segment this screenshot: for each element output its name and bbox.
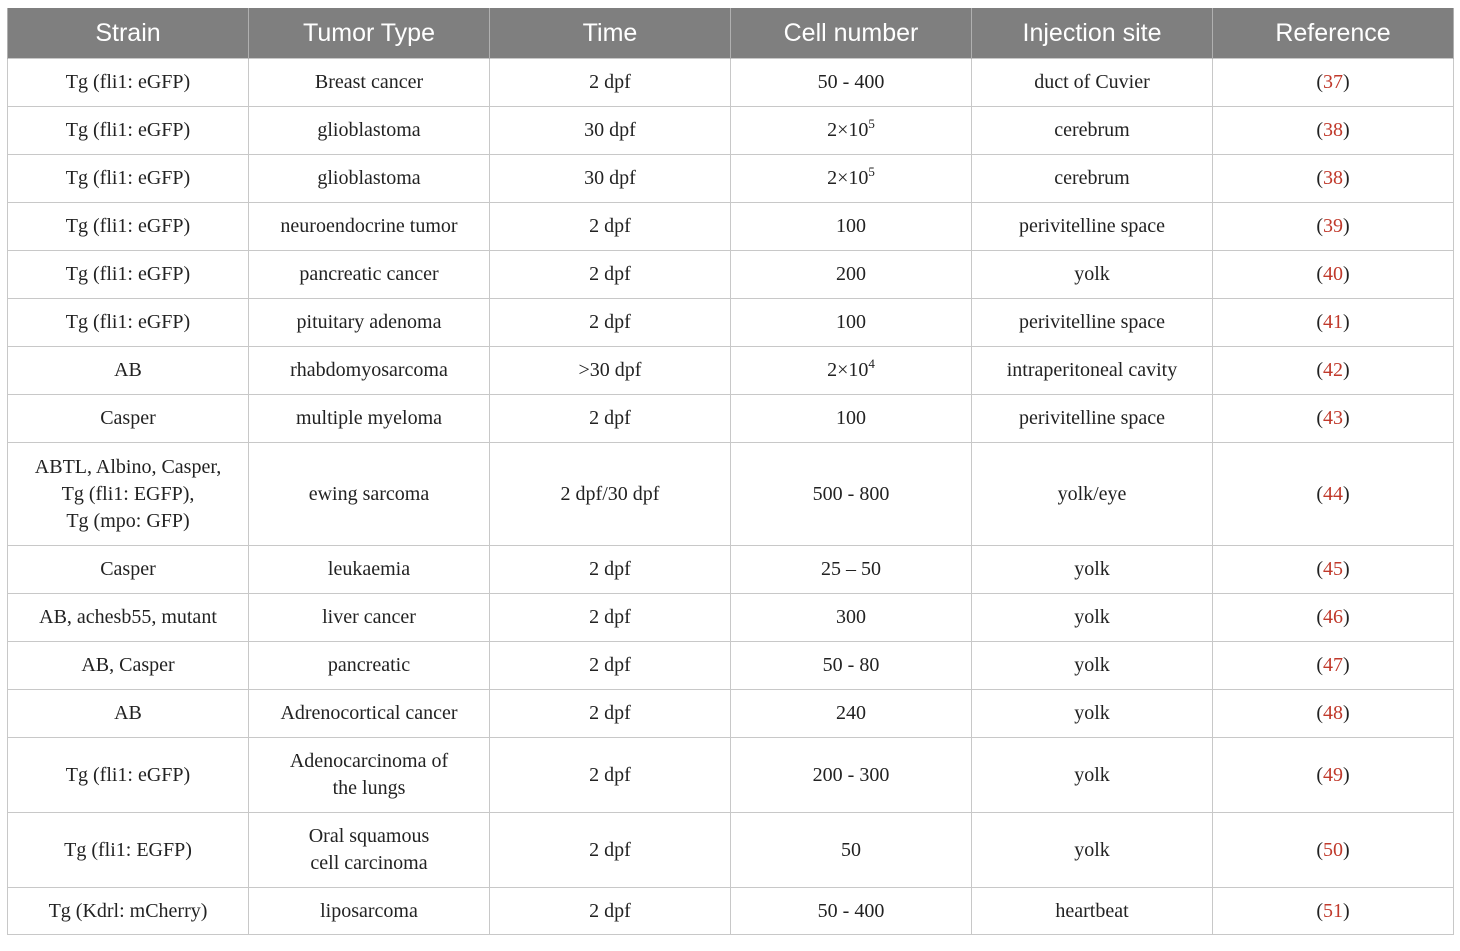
reference-open-paren: ( bbox=[1316, 407, 1323, 429]
cell-number-value: 500 - 800 bbox=[812, 482, 890, 505]
header-time: Time bbox=[490, 8, 731, 59]
header-row bbox=[8, 8, 1454, 59]
table-row bbox=[8, 395, 1454, 443]
table-row bbox=[8, 690, 1454, 738]
cell-cell-number bbox=[731, 443, 972, 546]
cell-strain: Tg (fli1: eGFP) bbox=[8, 251, 249, 299]
reference-link[interactable]: 40 bbox=[1323, 263, 1343, 285]
cell-reference bbox=[1213, 203, 1454, 251]
cell-injection-site: cerebrum bbox=[972, 155, 1213, 203]
cell-reference bbox=[1213, 738, 1454, 813]
cell-strain: Tg (fli1: eGFP) bbox=[8, 203, 249, 251]
header-strain: Strain bbox=[8, 8, 249, 59]
reference-close-paren: ) bbox=[1343, 838, 1350, 861]
cell-tumor-type: Adrenocortical cancer bbox=[249, 690, 490, 738]
reference-close-paren: ) bbox=[1343, 654, 1350, 676]
cell-tumor-type: pituitary adenoma bbox=[249, 299, 490, 347]
cell-cell-number bbox=[731, 203, 972, 251]
cell-cell-number bbox=[731, 155, 972, 203]
cell-time: 2 dpf bbox=[490, 395, 731, 443]
cell-reference bbox=[1213, 299, 1454, 347]
reference-open-paren: ( bbox=[1316, 482, 1323, 505]
cell-injection-site: yolk bbox=[972, 813, 1213, 888]
reference-open-paren: ( bbox=[1316, 838, 1323, 861]
data-table-container bbox=[7, 8, 1453, 935]
cell-reference bbox=[1213, 107, 1454, 155]
cell-reference bbox=[1213, 642, 1454, 690]
cell-strain: Casper bbox=[8, 546, 249, 594]
reference-link[interactable]: 43 bbox=[1323, 407, 1343, 429]
table-row bbox=[8, 546, 1454, 594]
cell-strain: Casper bbox=[8, 395, 249, 443]
reference-open-paren: ( bbox=[1316, 359, 1323, 381]
reference-open-paren: ( bbox=[1316, 558, 1323, 580]
reference-open-paren: ( bbox=[1316, 167, 1323, 189]
cell-tumor-type: ewing sarcoma bbox=[249, 443, 490, 546]
table-row bbox=[8, 59, 1454, 107]
cell-cell-number bbox=[731, 107, 972, 155]
cell-number-value: 2×10 bbox=[827, 119, 869, 141]
cell-cell-number bbox=[731, 395, 972, 443]
cell-injection-site: intraperitoneal cavity bbox=[972, 347, 1213, 395]
cell-injection-site: perivitelline space bbox=[972, 299, 1213, 347]
reference-close-paren: ) bbox=[1343, 899, 1350, 922]
cell-strain: AB, achesb55, mutant bbox=[8, 594, 249, 642]
header-cell-number: Cell number bbox=[731, 8, 972, 59]
cell-time: 30 dpf bbox=[490, 155, 731, 203]
cell-time: 2 dpf bbox=[490, 299, 731, 347]
cell-strain: AB bbox=[8, 690, 249, 738]
reference-close-paren: ) bbox=[1343, 606, 1350, 628]
cell-time: 2 dpf bbox=[490, 594, 731, 642]
cell-time: 2 dpf bbox=[490, 813, 731, 888]
cell-time: 30 dpf bbox=[490, 107, 731, 155]
cell-strain: Tg (fli1: eGFP) bbox=[8, 738, 249, 813]
cell-time: 2 dpf bbox=[490, 251, 731, 299]
cell-cell-number bbox=[731, 738, 972, 813]
cell-number-exponent: 5 bbox=[868, 116, 875, 131]
cell-time: 2 dpf bbox=[490, 642, 731, 690]
reference-close-paren: ) bbox=[1343, 702, 1350, 724]
cell-cell-number bbox=[731, 642, 972, 690]
cell-number-value: 50 - 80 bbox=[822, 654, 880, 676]
cell-tumor-type-line: cell carcinoma bbox=[310, 852, 428, 874]
cell-reference bbox=[1213, 443, 1454, 546]
reference-link[interactable]: 41 bbox=[1323, 311, 1343, 333]
cell-tumor-type: liposarcoma bbox=[249, 888, 490, 935]
reference-close-paren: ) bbox=[1343, 263, 1350, 285]
cell-injection-site: perivitelline space bbox=[972, 395, 1213, 443]
cell-injection-site: perivitelline space bbox=[972, 203, 1213, 251]
cell-cell-number bbox=[731, 813, 972, 888]
reference-link[interactable]: 46 bbox=[1323, 606, 1343, 628]
cell-number-exponent: 4 bbox=[868, 356, 875, 371]
cell-cell-number bbox=[731, 594, 972, 642]
cell-reference bbox=[1213, 395, 1454, 443]
cell-reference bbox=[1213, 155, 1454, 203]
table-row bbox=[8, 107, 1454, 155]
reference-link[interactable]: 38 bbox=[1323, 167, 1343, 189]
reference-open-paren: ( bbox=[1316, 263, 1323, 285]
cell-tumor-type: glioblastoma bbox=[249, 155, 490, 203]
cell-injection-site: yolk bbox=[972, 642, 1213, 690]
reference-open-paren: ( bbox=[1316, 606, 1323, 628]
cell-tumor-type-line: Adenocarcinoma of bbox=[289, 750, 449, 772]
cell-cell-number bbox=[731, 299, 972, 347]
reference-open-paren: ( bbox=[1316, 899, 1323, 922]
cell-time: 2 dpf bbox=[490, 690, 731, 738]
reference-open-paren: ( bbox=[1316, 311, 1323, 333]
reference-close-paren: ) bbox=[1343, 215, 1350, 237]
reference-link[interactable]: 48 bbox=[1323, 702, 1343, 724]
reference-close-paren: ) bbox=[1343, 311, 1350, 333]
table-header bbox=[8, 8, 1454, 59]
table-row bbox=[8, 155, 1454, 203]
reference-link[interactable]: 45 bbox=[1323, 558, 1343, 580]
cell-number-value: 200 - 300 bbox=[812, 763, 890, 786]
reference-link[interactable]: 44 bbox=[1323, 482, 1343, 505]
cell-number-value: 50 - 400 bbox=[817, 71, 885, 93]
cell-number-value: 100 bbox=[836, 215, 866, 237]
reference-open-paren: ( bbox=[1316, 119, 1323, 141]
reference-close-paren: ) bbox=[1343, 482, 1350, 505]
cell-number-value: 100 bbox=[836, 407, 866, 429]
cell-reference bbox=[1213, 690, 1454, 738]
cell-strain bbox=[8, 443, 249, 546]
reference-close-paren: ) bbox=[1343, 407, 1350, 429]
cell-strain: Tg (fli1: EGFP) bbox=[8, 813, 249, 888]
reference-link[interactable]: 50 bbox=[1323, 838, 1343, 861]
cell-reference bbox=[1213, 594, 1454, 642]
cell-strain: AB, Casper bbox=[8, 642, 249, 690]
table-row bbox=[8, 594, 1454, 642]
cell-number-value: 2×10 bbox=[827, 359, 869, 381]
reference-link[interactable]: 47 bbox=[1323, 654, 1343, 676]
cell-strain: Tg (fli1: eGFP) bbox=[8, 59, 249, 107]
cell-tumor-type bbox=[249, 738, 490, 813]
table-body bbox=[8, 59, 1454, 935]
cell-tumor-type: multiple myeloma bbox=[249, 395, 490, 443]
cell-injection-site: yolk bbox=[972, 738, 1213, 813]
cell-injection-site: yolk bbox=[972, 690, 1213, 738]
cell-time: 2 dpf bbox=[490, 546, 731, 594]
cell-time: 2 dpf bbox=[490, 888, 731, 935]
table-row bbox=[8, 813, 1454, 888]
reference-open-paren: ( bbox=[1316, 71, 1323, 93]
cell-tumor-type: glioblastoma bbox=[249, 107, 490, 155]
cell-tumor-type: Breast cancer bbox=[249, 59, 490, 107]
header-injection-site: Injection site bbox=[972, 8, 1213, 59]
cell-number-value: 50 bbox=[841, 838, 861, 861]
table-row bbox=[8, 203, 1454, 251]
cell-time: 2 dpf bbox=[490, 203, 731, 251]
cell-number-value: 240 bbox=[836, 702, 866, 724]
cell-time: 2 dpf bbox=[490, 59, 731, 107]
cell-injection-site: yolk bbox=[972, 251, 1213, 299]
cell-reference bbox=[1213, 813, 1454, 888]
cell-cell-number bbox=[731, 888, 972, 935]
reference-link[interactable]: 37 bbox=[1323, 71, 1343, 93]
cell-number-value: 50 - 400 bbox=[817, 899, 885, 922]
cell-strain-line: ABTL, Albino, Casper, bbox=[34, 455, 222, 478]
cell-injection-site: yolk bbox=[972, 594, 1213, 642]
reference-open-paren: ( bbox=[1316, 763, 1323, 786]
reference-link[interactable]: 38 bbox=[1323, 119, 1343, 141]
cell-cell-number bbox=[731, 251, 972, 299]
reference-open-paren: ( bbox=[1316, 654, 1323, 676]
cell-tumor-type: rhabdomyosarcoma bbox=[249, 347, 490, 395]
reference-open-paren: ( bbox=[1316, 215, 1323, 237]
cell-time: >30 dpf bbox=[490, 347, 731, 395]
cell-strain: Tg (fli1: eGFP) bbox=[8, 155, 249, 203]
cell-number-value: 2×10 bbox=[827, 167, 869, 189]
reference-open-paren: ( bbox=[1316, 702, 1323, 724]
cell-strain: Tg (fli1: eGFP) bbox=[8, 299, 249, 347]
reference-close-paren: ) bbox=[1343, 558, 1350, 580]
cell-strain: Tg (Kdrl: mCherry) bbox=[8, 888, 249, 935]
cell-injection-site: duct of Cuvier bbox=[972, 59, 1213, 107]
reference-close-paren: ) bbox=[1343, 763, 1350, 786]
cell-reference bbox=[1213, 251, 1454, 299]
cell-injection-site: yolk bbox=[972, 546, 1213, 594]
cell-injection-site: cerebrum bbox=[972, 107, 1213, 155]
cell-number-exponent: 5 bbox=[868, 164, 875, 179]
reference-link[interactable]: 39 bbox=[1323, 215, 1343, 237]
table-row bbox=[8, 888, 1454, 935]
header-tumor-type: Tumor Type bbox=[249, 8, 490, 59]
reference-close-paren: ) bbox=[1343, 167, 1350, 189]
cell-reference bbox=[1213, 888, 1454, 935]
cell-tumor-type-line: the lungs bbox=[332, 777, 406, 799]
cell-tumor-type: neuroendocrine tumor bbox=[249, 203, 490, 251]
table-row bbox=[8, 299, 1454, 347]
cell-strain: AB bbox=[8, 347, 249, 395]
cell-time: 2 dpf/30 dpf bbox=[490, 443, 731, 546]
cell-cell-number bbox=[731, 59, 972, 107]
cell-strain-line: Tg (mpo: GFP) bbox=[66, 509, 190, 532]
table-row bbox=[8, 347, 1454, 395]
table-row bbox=[8, 443, 1454, 546]
cell-tumor-type: leukaemia bbox=[249, 546, 490, 594]
cell-cell-number bbox=[731, 690, 972, 738]
cell-tumor-type: liver cancer bbox=[249, 594, 490, 642]
cell-tumor-type-line: Oral squamous bbox=[308, 825, 430, 847]
reference-link[interactable]: 49 bbox=[1323, 763, 1343, 786]
cell-strain-line: Tg (fli1: EGFP), bbox=[61, 482, 195, 505]
cell-number-value: 200 bbox=[836, 263, 866, 285]
table-row bbox=[8, 642, 1454, 690]
cell-number-value: 25 – 50 bbox=[821, 558, 881, 580]
cell-cell-number bbox=[731, 347, 972, 395]
cell-reference bbox=[1213, 59, 1454, 107]
cell-reference bbox=[1213, 347, 1454, 395]
cell-number-value: 100 bbox=[836, 311, 866, 333]
reference-close-paren: ) bbox=[1343, 71, 1350, 93]
cell-strain: Tg (fli1: eGFP) bbox=[8, 107, 249, 155]
reference-link[interactable]: 51 bbox=[1323, 899, 1343, 922]
cell-reference bbox=[1213, 546, 1454, 594]
reference-close-paren: ) bbox=[1343, 359, 1350, 381]
cell-injection-site: yolk/eye bbox=[972, 443, 1213, 546]
cell-cell-number bbox=[731, 546, 972, 594]
cell-tumor-type: pancreatic cancer bbox=[249, 251, 490, 299]
table-row bbox=[8, 251, 1454, 299]
cell-tumor-type: pancreatic bbox=[249, 642, 490, 690]
table-row bbox=[8, 738, 1454, 813]
reference-close-paren: ) bbox=[1343, 119, 1350, 141]
cell-tumor-type bbox=[249, 813, 490, 888]
reference-link[interactable]: 42 bbox=[1323, 359, 1343, 381]
cell-number-value: 300 bbox=[836, 606, 866, 628]
cell-time: 2 dpf bbox=[490, 738, 731, 813]
tumor-xenograft-table bbox=[7, 8, 1454, 935]
header-reference: Reference bbox=[1213, 8, 1454, 59]
cell-injection-site: heartbeat bbox=[972, 888, 1213, 935]
